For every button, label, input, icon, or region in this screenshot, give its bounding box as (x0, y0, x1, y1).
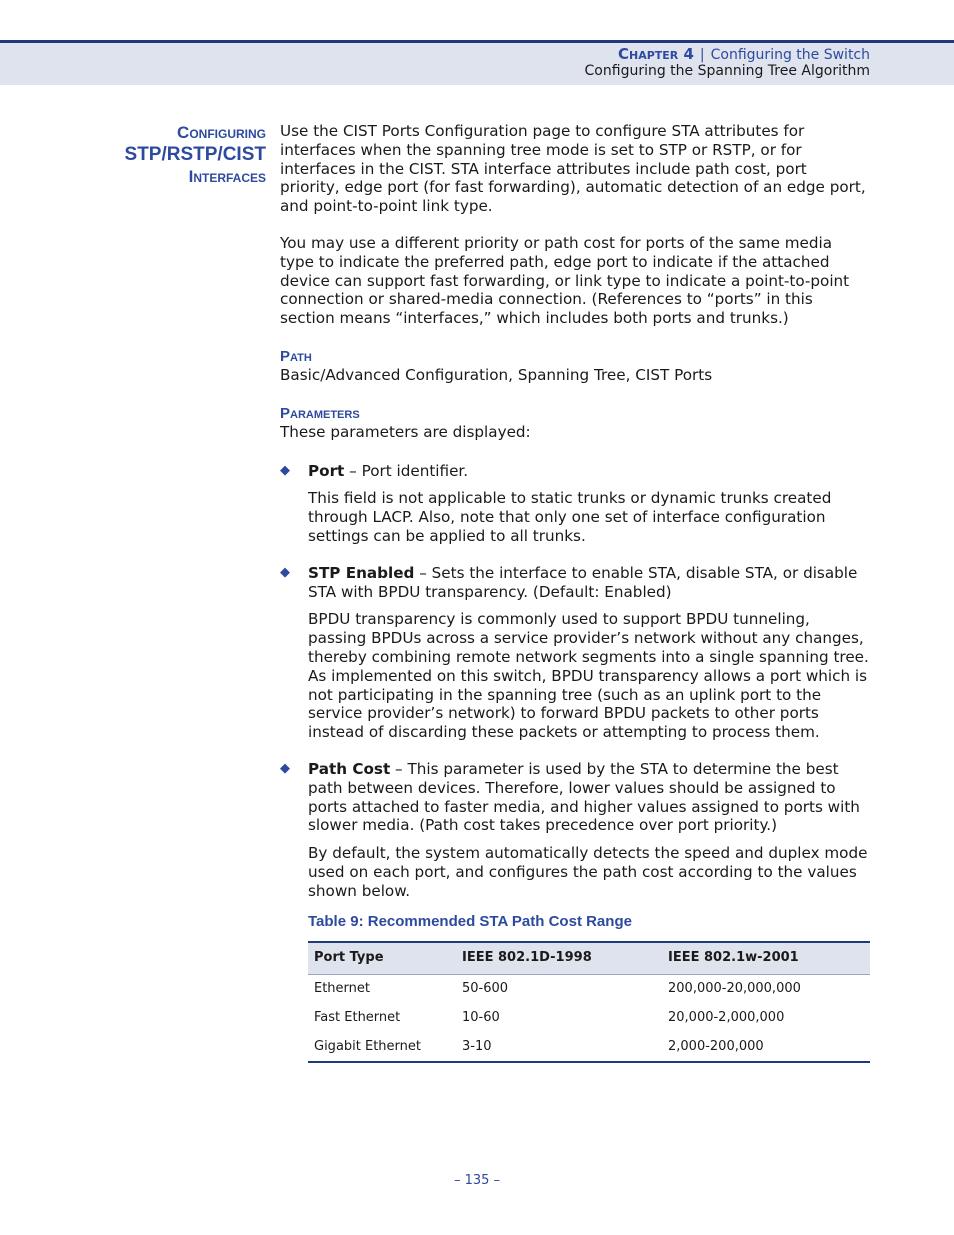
table-cell: Gigabit Ethernet (308, 1033, 456, 1063)
table-header-row (308, 942, 870, 974)
chapter-title: Configuring the Switch (710, 47, 870, 63)
path-block (280, 348, 870, 385)
section-title (100, 122, 266, 188)
path-text: Basic/Advanced Configuration, Spanning Tree, CIST Ports (280, 365, 713, 384)
table-caption: Table 9: Recommended STA Path Cost Range (308, 912, 632, 930)
param-desc: – Sets the interface to enable STA, disable STA, or disable STA with BPDU transparency. (Default: Enabled) (308, 563, 858, 601)
diamond-bullet-icon: ◆ (280, 760, 290, 776)
param-detail: This field is not applicable to static trunks or dynamic trunks created through LACP. Also, note that only one set of interface configuration settings can be applied to all trunks. (308, 489, 832, 545)
section-title-line3: Interfaces (188, 167, 266, 186)
table-cell: 200,000-20,000,000 (668, 981, 801, 997)
param-term: STP Enabled (308, 563, 415, 582)
param-detail: By default, the system automatically detects the speed and duplex mode used on each port, and configures the path cost according to the values shown below. (308, 844, 868, 900)
path-heading: Path (280, 347, 312, 365)
table-header-cell: IEEE 802.1w-2001 (662, 942, 870, 974)
diamond-bullet-icon: ◆ (280, 462, 290, 478)
param-bullet-path-cost (280, 760, 870, 901)
body-text (280, 122, 870, 1063)
table-header-cell: IEEE 802.1D-1998 (456, 942, 662, 974)
page-number: – 135 – (453, 1173, 501, 1188)
table-cell: 20,000-2,000,000 (668, 1009, 785, 1025)
section-title-line1: Configuring (177, 123, 266, 142)
table-header-cell: Port Type (308, 942, 456, 974)
table-cell: 50-600 (462, 981, 509, 997)
param-bullet-port (280, 462, 870, 546)
chapter-label: Chapter 4 (617, 45, 694, 63)
table-cell: 2,000-200,000 (662, 1033, 870, 1063)
parameters-heading: Parameters (280, 404, 360, 422)
table-row (308, 1033, 870, 1063)
running-header-chapter (618, 45, 870, 63)
parameters-text: These parameters are displayed: (280, 422, 531, 441)
param-desc: – This parameter is used by the STA to determine the best path between devices. Therefore, lower values should be assigned to ports attached to faster media, and higher values assigned to ports with slower media. (Path cost takes precedence over port priority.) (308, 759, 860, 835)
param-desc: – Port identifier. (344, 461, 469, 480)
intro-paragraph: You may use a different priority or path cost for ports of the same media type to indicate the preferred path, edge port to indicate if the attached device can support fast forwarding, or link type to indicate a point-to-point connection or shared-media connection. (References to “ports” in this section means “interfaces,” which includes both ports and trunks.) (280, 233, 850, 328)
table-cell: 10-60 (462, 1009, 500, 1025)
running-header-section: Configuring the Spanning Tree Algorithm (584, 63, 870, 79)
path-cost-table (308, 941, 870, 1063)
table-cell: Fast Ethernet (314, 1009, 401, 1025)
section-title-line2: STP/RSTP/CIST (124, 144, 266, 165)
table-row (308, 975, 870, 1004)
table-cell: 3-10 (456, 1033, 662, 1063)
diamond-bullet-icon: ◆ (280, 564, 290, 580)
param-detail: BPDU transparency is commonly used to support BPDU tunneling, passing BPDUs across a service provider’s network without any changes, thereby combining remote network segments into a single spanning tree. As implemented on this switch, BPDU transparency allows a port which is not participating in the spanning tree (such as an uplink port to the service provider’s network) to forward BPDU packets to other ports instead of discarding these packets or attempting to process them. (308, 610, 869, 742)
intro-paragraph: Use the CIST Ports Configuration page to configure STA attributes for interfaces when the spanning tree mode is set to STP or RSTP, or for interfaces in the CIST. STA interface attributes include path cost, port priority, edge port (for fast forwarding), automatic detection of an edge port, and point-to-point link type. (280, 122, 866, 216)
param-term: Path Cost (308, 759, 391, 778)
header-separator: | (699, 47, 705, 63)
table-row (308, 1004, 870, 1033)
parameters-block (280, 405, 870, 442)
param-bullet-stp-enabled (280, 564, 870, 742)
table-cell: Ethernet (314, 981, 370, 997)
param-term: Port (308, 461, 345, 480)
